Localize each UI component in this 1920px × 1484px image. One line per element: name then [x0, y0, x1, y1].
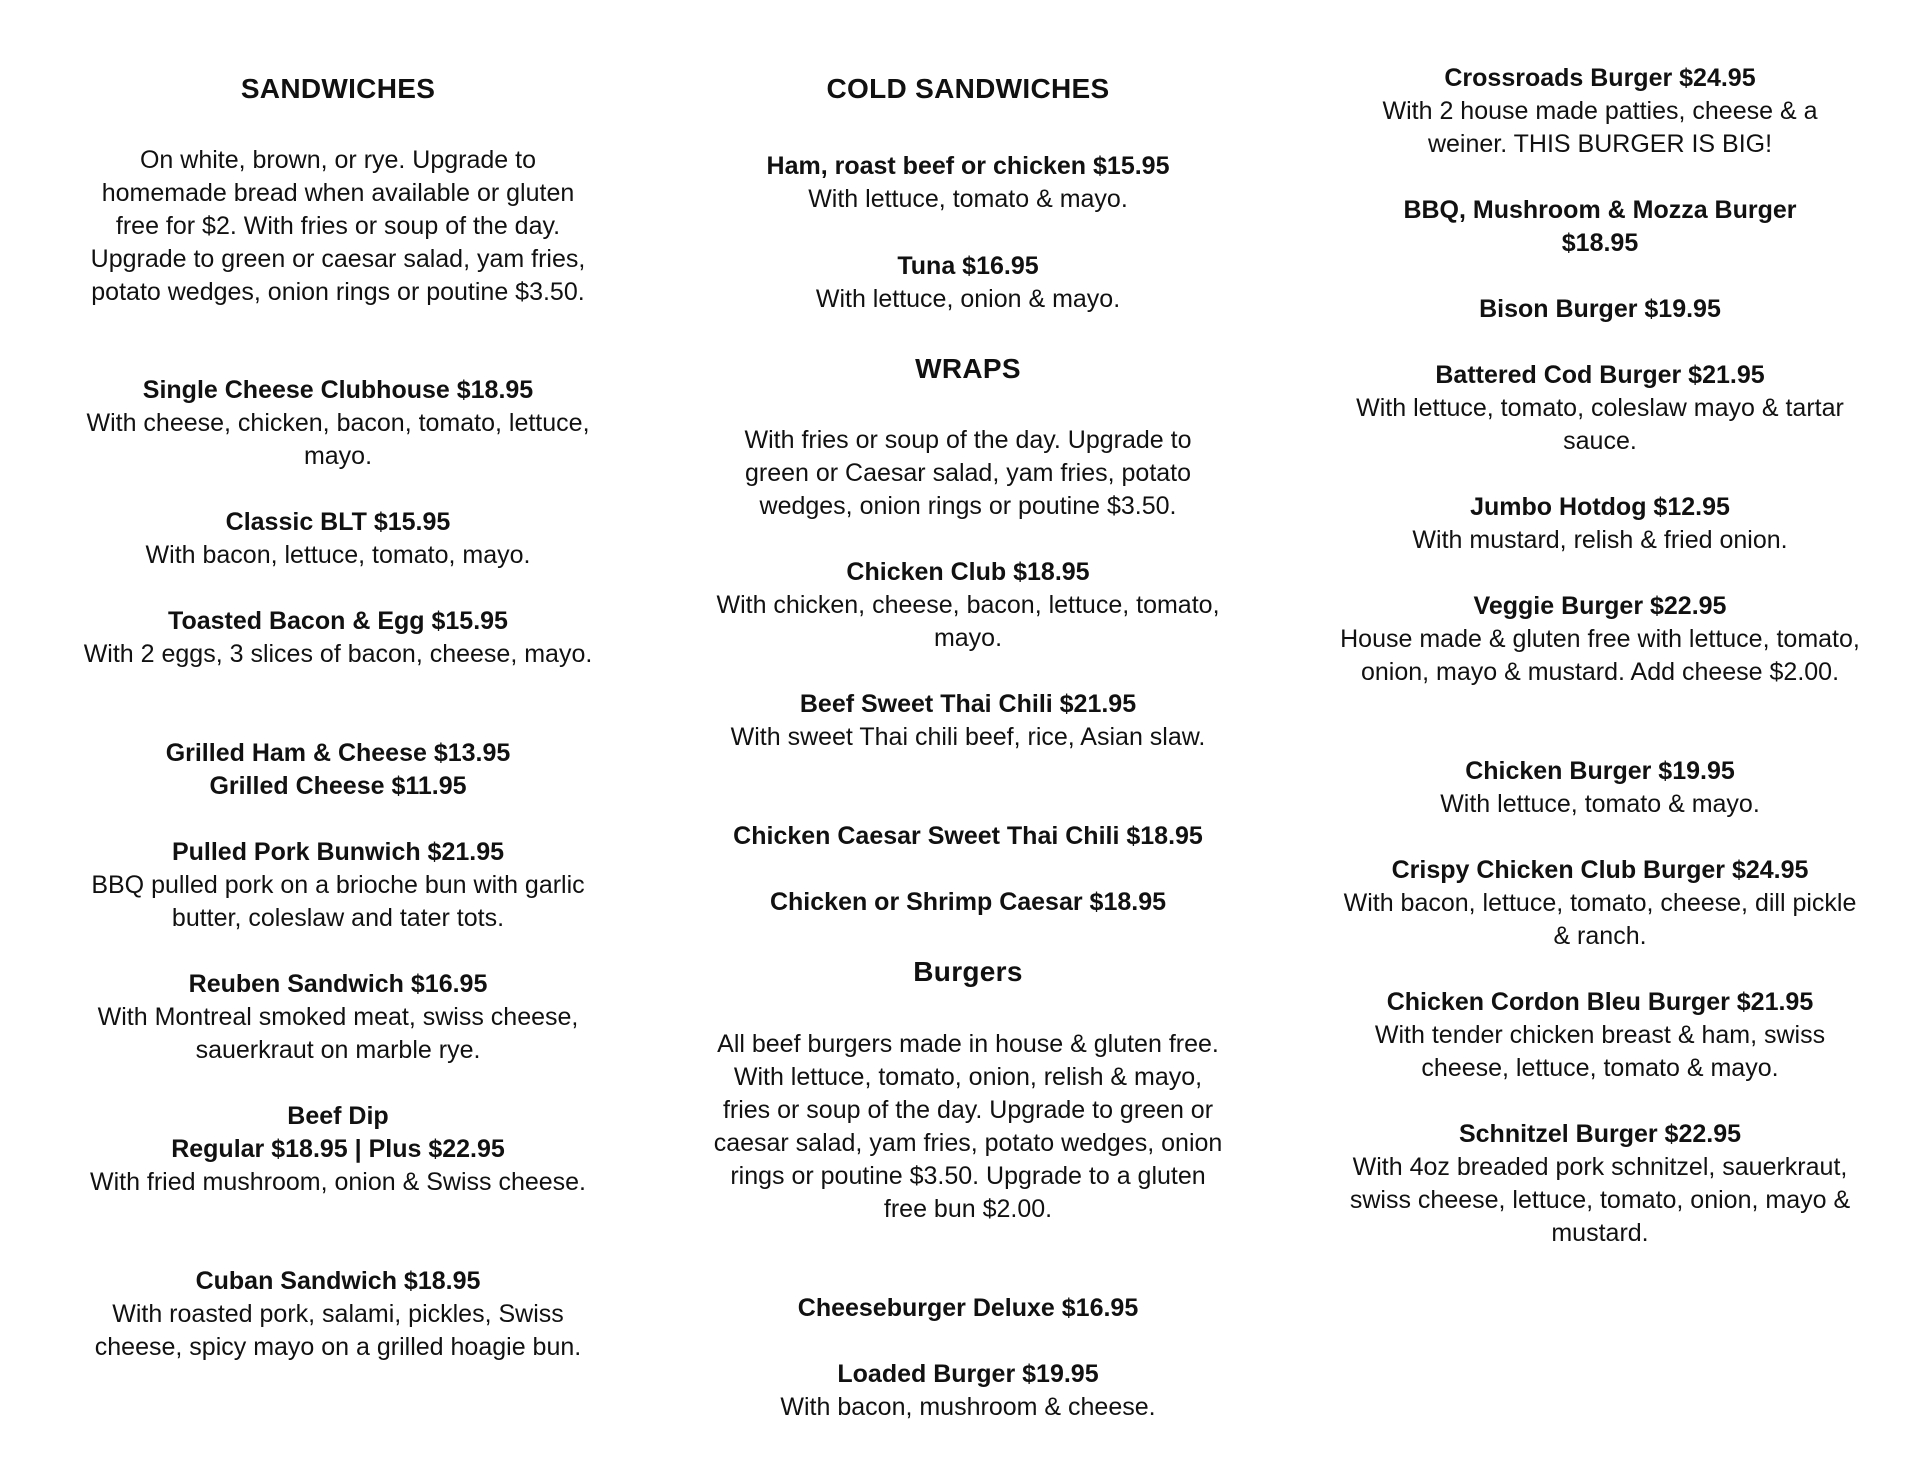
menu-item [82, 737, 594, 803]
item-name: Crispy Chicken Club Burger $24.95 [1391, 856, 1809, 884]
item-desc: With lettuce, tomato & mayo. [808, 185, 1128, 213]
item-name: Reuben Sandwich $16.95 [188, 970, 488, 998]
item-name: Veggie Burger $22.95 [1473, 592, 1727, 620]
menu-item [712, 820, 1224, 853]
item-name: Chicken Caesar Sweet Thai Chili $18.95 [733, 822, 1203, 850]
item-name: Beef Sweet Thai Chili $21.95 [799, 690, 1137, 718]
item-name: Loaded Burger $19.95 [837, 1360, 1099, 1388]
menu-item [1340, 194, 1860, 260]
item-desc: With roasted pork, salami, pickles, Swiss cheese, spicy mayo on a grilled hoagie bun. [94, 1300, 582, 1361]
item-desc: With mustard, relish & fried onion. [1412, 526, 1788, 554]
item-name: Chicken or Shrimp Caesar $18.95 [769, 888, 1167, 916]
menu-item [1340, 293, 1860, 326]
item-name: Bison Burger $19.95 [1479, 295, 1721, 323]
item-name: Pulled Pork Bunwich $21.95 [171, 838, 505, 866]
menu-item [712, 250, 1224, 316]
item-desc: With chicken, cheese, bacon, lettuce, tomato, mayo. [716, 591, 1220, 652]
item-desc: House made & gluten free with lettuce, tomato, onion, mayo & mustard. Add cheese $2.00. [1340, 625, 1860, 686]
menu-item [712, 1292, 1224, 1325]
item-desc: With bacon, lettuce, tomato, cheese, dill pickle & ranch. [1343, 889, 1857, 950]
item-name: Chicken Burger $19.95 [1465, 757, 1735, 785]
menu-item [82, 836, 594, 935]
menu-item [712, 556, 1224, 655]
menu-item [712, 688, 1224, 754]
item-name: BBQ, Mushroom & Mozza Burger [1403, 196, 1797, 224]
section-intro-burgers [712, 1028, 1224, 1226]
menu-item [712, 150, 1224, 216]
intro-text: All beef burgers made in house & gluten free. With lettuce, tomato, onion, relish & mayo, fries or soup of the day. Upgrade to green or caesar salad, yam fries, potato wedges, onion rings or poutine $3.50. Upgrade to a gluten free bun $2.00. [713, 1030, 1223, 1223]
item-name: Ham, roast beef or chicken $15.95 [766, 152, 1170, 180]
item-desc: With sweet Thai chili beef, rice, Asian slaw. [730, 723, 1206, 751]
menu-item [1340, 755, 1860, 821]
item-name-secondary: Grilled Cheese $11.95 [209, 772, 467, 800]
item-name: Battered Cod Burger $21.95 [1435, 361, 1765, 389]
item-name: Schnitzel Burger $22.95 [1458, 1120, 1742, 1148]
item-desc: With Montreal smoked meat, swiss cheese, sauerkraut on marble rye. [97, 1003, 579, 1064]
item-name: Tuna $16.95 [897, 252, 1039, 280]
menu-item [82, 374, 594, 473]
menu-item [712, 886, 1224, 919]
item-name-secondary: $18.95 [1561, 229, 1639, 257]
menu-item [1340, 1118, 1860, 1250]
intro-text: On white, brown, or rye. Upgrade to homemade bread when available or gluten free for $2. With fries or soup of the day. Upgrade to green or caesar salad, yam fries, potato wedges, onion rings or poutine $3.50. [90, 146, 586, 306]
item-desc: With lettuce, onion & mayo. [815, 285, 1121, 313]
item-desc: With bacon, lettuce, tomato, mayo. [145, 541, 531, 569]
menu-item [1340, 986, 1860, 1085]
item-desc: With cheese, chicken, bacon, tomato, lettuce, mayo. [86, 409, 590, 470]
menu-item [82, 1100, 594, 1199]
item-name: Chicken Club $18.95 [846, 558, 1090, 586]
item-desc: With 2 eggs, 3 slices of bacon, cheese, mayo. [83, 640, 593, 668]
menu-item [1340, 62, 1860, 161]
item-desc: BBQ pulled pork on a brioche bun with garlic butter, coleslaw and tater tots. [91, 871, 585, 932]
menu-item [82, 968, 594, 1067]
menu-item [82, 1265, 594, 1364]
menu-item [712, 1358, 1224, 1424]
item-name: Jumbo Hotdog $12.95 [1470, 493, 1730, 521]
item-desc: With 2 house made patties, cheese & a weiner. THIS BURGER IS BIG! [1382, 97, 1818, 158]
item-name: Classic BLT $15.95 [225, 508, 451, 536]
item-name: Cheeseburger Deluxe $16.95 [797, 1294, 1139, 1322]
section-title-cold-sandwiches: COLD SANDWICHES [826, 73, 1110, 104]
item-name: Toasted Bacon & Egg $15.95 [168, 607, 508, 635]
section-title-burgers: Burgers [913, 956, 1023, 987]
item-name: Crossroads Burger $24.95 [1444, 64, 1756, 92]
menu-item [82, 506, 594, 572]
item-desc: With lettuce, tomato & mayo. [1440, 790, 1760, 818]
section-intro-wraps [712, 424, 1224, 523]
menu-item [1340, 590, 1860, 689]
item-name: Beef Dip [287, 1102, 389, 1130]
section-title-sandwiches: SANDWICHES [240, 73, 436, 104]
item-desc: With lettuce, tomato, coleslaw mayo & tartar sauce. [1356, 394, 1844, 455]
menu-item [1340, 491, 1860, 557]
menu-item [82, 605, 594, 671]
menu-item [1340, 854, 1860, 953]
section-title-wraps: WRAPS [915, 353, 1021, 384]
item-name: Cuban Sandwich $18.95 [195, 1267, 481, 1295]
intro-text: With fries or soup of the day. Upgrade to green or Caesar salad, yam fries, potato wedges, onion rings or poutine $3.50. [744, 426, 1192, 520]
item-desc: With tender chicken breast & ham, swiss cheese, lettuce, tomato & mayo. [1374, 1021, 1826, 1082]
item-desc: With 4oz breaded pork schnitzel, sauerkraut, swiss cheese, lettuce, tomato, onion, mayo & mustard. [1349, 1153, 1851, 1247]
section-intro-sandwiches [82, 144, 594, 309]
item-desc: With bacon, mushroom & cheese. [780, 1393, 1156, 1421]
item-name: Grilled Ham & Cheese $13.95 [165, 739, 511, 767]
item-name: Chicken Cordon Bleu Burger $21.95 [1386, 988, 1814, 1016]
menu-item [1340, 359, 1860, 458]
item-name-secondary: Regular $18.95 | Plus $22.95 [171, 1135, 505, 1163]
item-name: Single Cheese Clubhouse $18.95 [142, 376, 534, 404]
item-desc: With fried mushroom, onion & Swiss cheese. [89, 1168, 587, 1196]
